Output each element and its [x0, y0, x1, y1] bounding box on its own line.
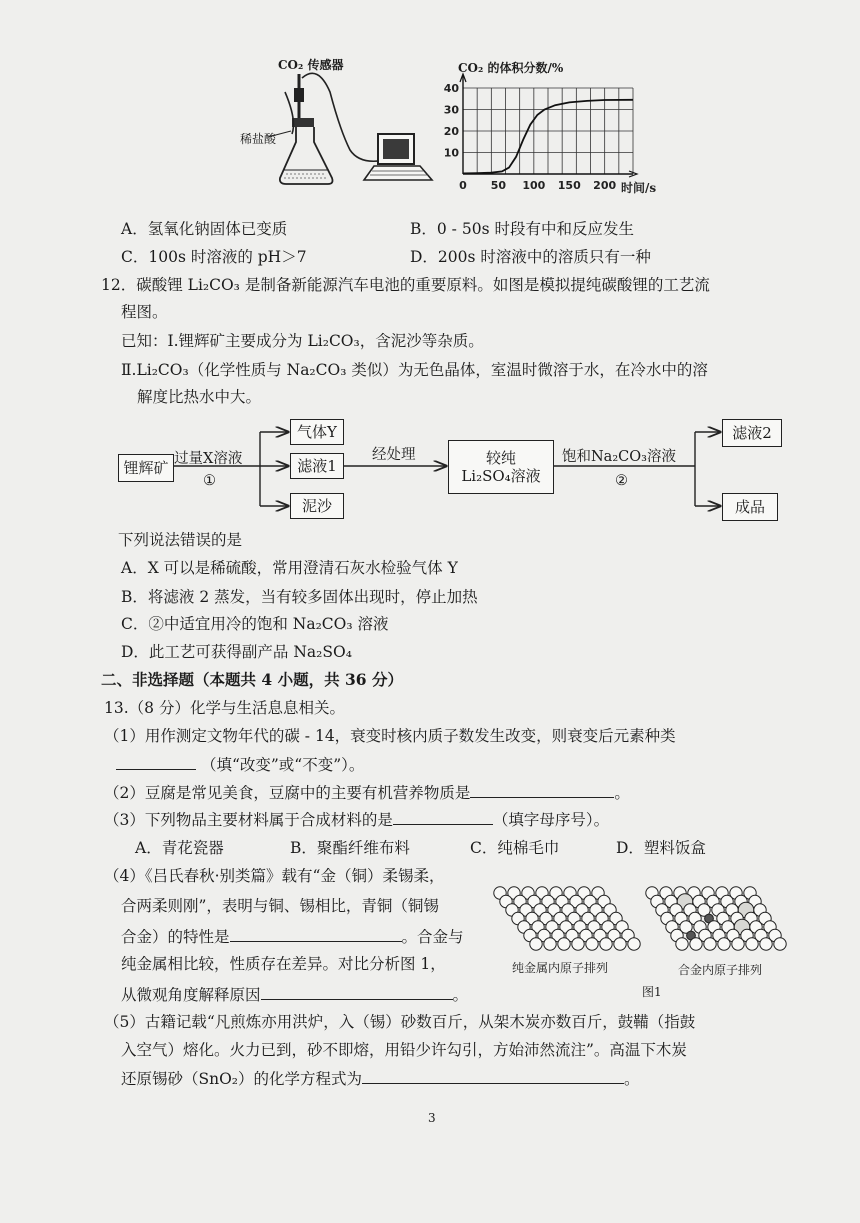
- step2-number: ②: [615, 473, 628, 489]
- q12-known2-line2: 解度比热水中大。: [137, 388, 262, 406]
- q13-p4-line5b: 。: [452, 986, 469, 1004]
- pure-metal-atom: [600, 938, 612, 950]
- q12-option-d: D．此工艺可获得副产品 Na₂SO₄: [121, 643, 352, 661]
- pure-line2: Li₂SO₄溶液: [461, 467, 541, 485]
- step1-reagent: 过量X溶液: [174, 451, 243, 467]
- sensor-label: CO₂ 传感器: [278, 58, 344, 72]
- alloy-atom: [732, 938, 744, 950]
- alloy-atom: [690, 938, 702, 950]
- q13-p5-line2: 入空气）熔化。火力已到，砂不即熔，用铅少许勾引，方始沛然流注”。高温下木炭: [121, 1041, 687, 1059]
- pure-metal-atom: [530, 938, 542, 950]
- q13-stem: 13.（8 分）化学与生活息息相关。: [104, 699, 345, 717]
- figure-label: 图1: [642, 985, 662, 999]
- q13-p3-end: （填字母序号）。: [492, 811, 610, 829]
- pure-metal-atom: [544, 938, 556, 950]
- x-tick-label: 50: [490, 179, 507, 192]
- q13-p3-option-d: D．塑料饭盒: [616, 839, 706, 857]
- sand-box: 泥沙: [290, 493, 344, 519]
- y-tick-label: 10: [443, 146, 459, 160]
- x-tick-label: 150: [557, 179, 581, 192]
- q12-known2-line1: Ⅱ.Li₂CO₃（化学性质与 Na₂CO₃ 类似）为无色晶体，室温时微溶于水，在冷水中的溶: [121, 361, 708, 379]
- x-tick-label: 0: [459, 179, 467, 192]
- q12-stem-line1: 12．碳酸锂 Li₂CO₃ 是制备新能源汽车电池的重要原料。如图是模拟提纯碳酸锂的工艺流: [101, 276, 710, 294]
- alloy-atom: [718, 938, 730, 950]
- fig-alloy-caption: 合金内原子排列: [678, 963, 763, 977]
- q13-p5-line3: [121, 1067, 640, 1089]
- alloy-atom: [760, 938, 772, 950]
- alloy-atom: [774, 938, 786, 950]
- y-tick-label: 30: [443, 103, 459, 117]
- pure-metal-atom: [586, 938, 598, 950]
- section2-title: 二、非选择题（本题共 4 小题，共 36 分）: [101, 670, 403, 689]
- q12-option-a: A．X 可以是稀硫酸，常用澄清石灰水检验气体 Y: [121, 559, 458, 577]
- acid-label: 稀盐酸: [240, 132, 277, 146]
- q13-p2-text: （2）豆腐是常见美食，豆腐中的主要有机营养物质是: [104, 784, 471, 802]
- q13-p4-line5a: 从微观角度解释原因: [121, 986, 261, 1004]
- q13-p4-line4: 纯金属相比较，性质存在差异。对比分析图 1，: [121, 955, 446, 973]
- q13-p2-end: 。: [614, 784, 630, 802]
- gas-y-box: 气体Y: [290, 419, 344, 445]
- q13-p3-option-c: C．纯棉毛巾: [470, 839, 560, 857]
- x-tick-label: 100: [522, 179, 546, 192]
- chart-title: CO₂ 的体积分数/%: [458, 61, 564, 75]
- q13-p4-line1: （4）《吕氏春秋·别类篇》载有“金（铜）柔锡柔，: [104, 867, 445, 885]
- page-number: 3: [428, 1111, 436, 1125]
- q12-option-b: B．将滤液 2 蒸发，当有较多固体出现时，停止加热: [121, 588, 478, 606]
- step1-number: ①: [203, 473, 216, 489]
- q13-p3-option-a: A．青花瓷器: [135, 839, 224, 857]
- q13-p1-line1: （1）用作测定文物年代的碳 - 14，衰变时核内质子数发生改变，则衰变后元素种类: [104, 727, 676, 745]
- pure-line1: 较纯: [485, 449, 516, 467]
- pure-metal-atom: [558, 938, 570, 950]
- y-tick-label: 20: [443, 125, 459, 138]
- q13-p5-end: 。: [624, 1070, 640, 1088]
- q11-option-b: B．0 - 50s 时段有中和反应发生: [410, 220, 634, 238]
- step2-reagent: 饱和Na₂CO₃溶液: [562, 449, 676, 465]
- q11-option-d: D．200s 时溶液中的溶质只有一种: [410, 248, 651, 266]
- x-tick-label: 200: [593, 179, 617, 192]
- q13-p4-line3a: 合金）的特性是: [121, 928, 230, 946]
- alloy-atom: [676, 938, 688, 950]
- q12-stem-line2: 程图。: [121, 303, 168, 321]
- q13-p5-line1: （5）古籍记载“凡煎炼亦用洪炉，入（锡）砂数百斤，从架木炭亦数百斤，鼓鞴（指鼓: [104, 1013, 696, 1031]
- alloy-atom: [704, 938, 716, 950]
- filtrate1-box: 滤液1: [290, 453, 344, 479]
- q11-option-c: C．100s 时溶液的 pH＞7: [121, 248, 307, 266]
- pure-metal-atom: [628, 938, 640, 950]
- pure-metal-atom: [572, 938, 584, 950]
- alloy-atom: [746, 938, 758, 950]
- pure-metal-atom: [614, 938, 626, 950]
- q13-p4-line2: 合两柔则刚”，表明与铜、锡相比，青铜（铜锡: [121, 897, 439, 915]
- processing-label: 经处理: [372, 447, 416, 463]
- q11-option-a: A．氢氧化钠固体已变质: [121, 220, 288, 238]
- q13-p3-text: （3）下列物品主要材料属于合成材料的是: [104, 811, 393, 829]
- q12-option-c: C．②中适宜用冷的饱和 Na₂CO₃ 溶液: [121, 615, 389, 633]
- fig-pure-caption: 纯金属内原子排列: [512, 961, 609, 975]
- q13-p4-line3b: 。合金与: [401, 928, 464, 946]
- q13-p1-line2-text: （填“改变”或“不变”）。: [200, 756, 365, 774]
- q12-question: 下列说法错误的是: [118, 531, 243, 549]
- q12-known1: 已知：Ⅰ.锂辉矿主要成分为 Li₂CO₃，含泥沙等杂质。: [121, 332, 484, 350]
- q13-p3-option-b: B．聚酯纤维布料: [290, 839, 410, 857]
- answer-blank-6[interactable]: [362, 1067, 624, 1084]
- product-box: 成品: [722, 493, 778, 521]
- x-axis-label: 时间/s: [621, 181, 657, 195]
- y-tick-label: 40: [443, 82, 459, 95]
- filtrate2-box: 滤液2: [722, 419, 782, 447]
- q13-p5-line3-text: 还原锡砂（SnO₂）的化学方程式为: [121, 1070, 363, 1088]
- ore-box: 锂辉矿: [118, 454, 174, 482]
